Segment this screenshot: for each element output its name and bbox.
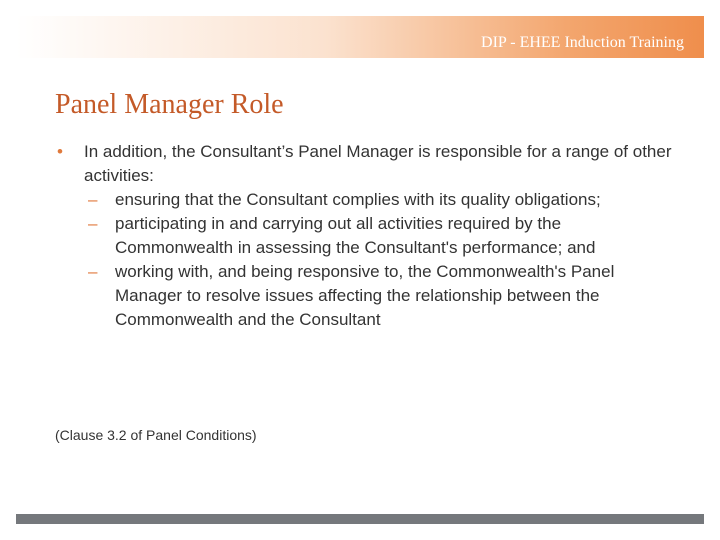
dash-icon: – [88,190,98,209]
slide-content [55,140,675,332]
sub-bullet-list [55,188,675,332]
bullet-icon: • [57,142,63,161]
header-text: DIP - EHEE Induction Training [481,34,684,51]
main-bullet-text: In addition, the Consultant’s Panel Manager is responsible for a range of other activities: [84,142,672,185]
main-bullet [55,140,675,188]
dash-icon: – [88,262,98,281]
sub-bullet-text: participating in and carrying out all activities required by the Commonwealth in assessing the Consultant's performance; and [115,214,596,257]
footnote: (Clause 3.2 of Panel Conditions) [55,427,257,443]
sub-bullet-text: working with, and being responsive to, the Commonwealth's Panel Manager to resolve issues affecting the relationship between the Commonwealth and the Consultant [115,262,615,329]
slide-title: Panel Manager Role [55,89,284,120]
footer-band [16,514,704,524]
sub-bullet-item [87,260,675,332]
sub-bullet-text: ensuring that the Consultant complies with its quality obligations; [115,190,601,209]
sub-bullet-item [87,212,675,260]
sub-bullet-item [87,188,675,212]
dash-icon: – [88,214,98,233]
